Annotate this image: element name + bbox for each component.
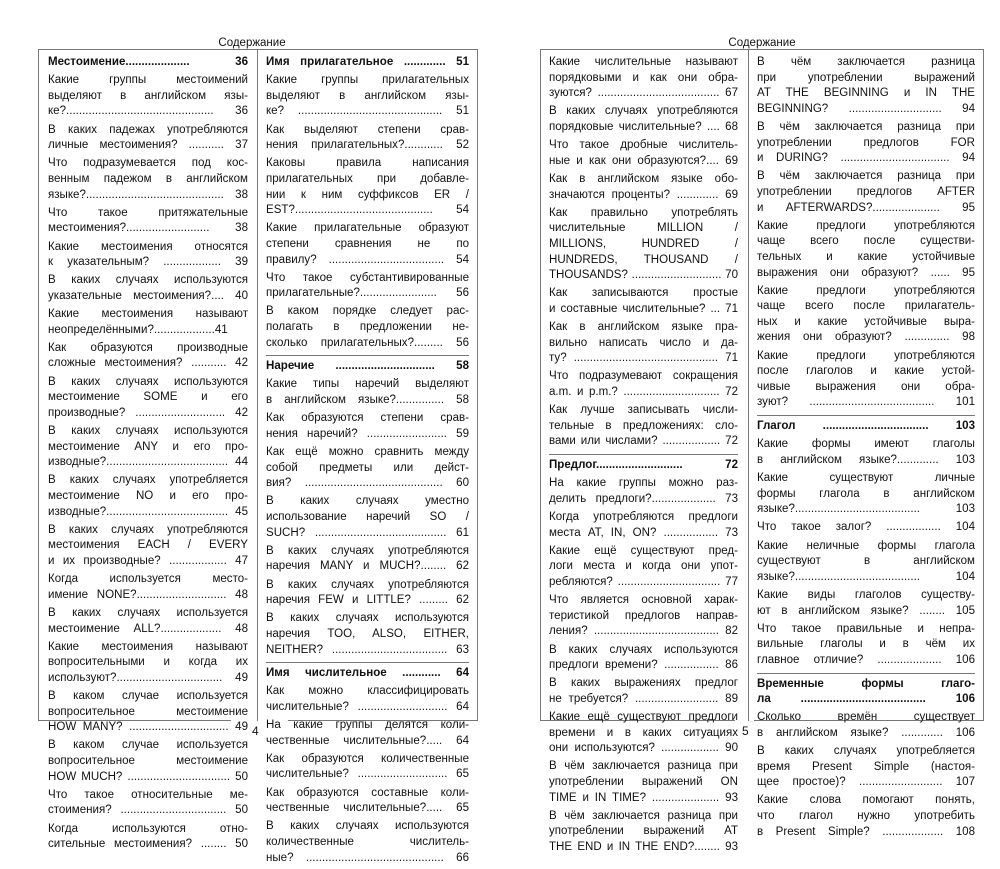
- toc-line: местоимение ANY и его про-: [48, 440, 248, 453]
- toc-line: языке?........................................... 38: [48, 188, 248, 201]
- toc-entry: [266, 377, 469, 408]
- toc-line: главное отличие? .................... 106: [757, 653, 975, 666]
- toc-line: в Present Simple? ................... 108: [757, 825, 975, 838]
- toc-line: чаще всего после прилагатель-: [757, 300, 975, 313]
- toc-entry: [757, 793, 975, 840]
- toc-line: В каких падежах употребляются: [48, 123, 248, 136]
- toc-line: вопросительное местоимение: [48, 755, 248, 768]
- toc-line: местоимение ALL?................... 48: [48, 622, 248, 635]
- toc-entry: [48, 606, 248, 637]
- toc-line: На какие группы делятся коли-: [266, 719, 469, 732]
- toc-line: Местоимение.................... 36: [48, 56, 248, 68]
- toc-line: AT THE BEGINNING и IN THE: [757, 87, 975, 100]
- toc-entry: [48, 424, 248, 471]
- toc-line: зуются? ...................................... 67: [549, 87, 738, 100]
- toc-entry: [48, 240, 248, 271]
- toc-line: употреблении выражений AT: [549, 825, 738, 838]
- toc-line: В каких случаях используются: [48, 274, 248, 287]
- toc-line: местоимения EACH / EVERY: [48, 539, 248, 552]
- toc-entry: [549, 476, 738, 507]
- toc-line: Какие типы наречий выделяют: [266, 378, 469, 391]
- toc-line: ных и какие устойчивые выра-: [757, 315, 975, 328]
- toc-entry: [48, 206, 248, 237]
- toc-line: зуют? ....................................... 101: [757, 396, 975, 409]
- toc-entry: [757, 120, 975, 167]
- toc-line: В каких случаях используются: [48, 375, 248, 388]
- toc-line: наречия FEW и LITTLE? ......... 62: [266, 594, 469, 607]
- toc-entry: [48, 307, 248, 338]
- toc-line: время Present Simple (настоя-: [757, 760, 975, 773]
- toc-entry: [48, 640, 248, 687]
- toc-entry: [266, 304, 469, 351]
- toc-line: тельные в предложениях: сло-: [549, 419, 738, 432]
- toc-line: Имя числительное ............ 64: [266, 667, 469, 680]
- toc-line: BEGINNING? ............................. 94: [757, 102, 975, 115]
- toc-line: Наречие ............................... 58: [266, 360, 469, 373]
- toc-entry: [757, 471, 975, 518]
- toc-line: времени и в каких ситуациях: [549, 726, 738, 739]
- toc-line: сколько прилагательных?......... 56: [266, 336, 469, 349]
- toc-line: Как образуются составные коли-: [266, 786, 469, 799]
- toc-line: местоимения?.......................... 38: [48, 222, 248, 235]
- toc-line: ные? ........................................... 66: [266, 851, 469, 864]
- toc-line: NEITHER? .................................... 63: [266, 643, 469, 656]
- toc-line: Какие предлоги употребляются: [757, 349, 975, 362]
- toc-line: Что подразумевают сокращения: [549, 370, 738, 383]
- toc-entry: [757, 622, 975, 669]
- toc-entry: [266, 611, 469, 658]
- toc-entry: [757, 710, 975, 741]
- toc-line: Как в английском языке пра-: [549, 321, 738, 334]
- toc-line: Что подразумевается под кос-: [48, 157, 248, 170]
- toc-entry: [266, 684, 469, 715]
- toc-column-2: [266, 55, 469, 869]
- toc-line: Как ещё можно сравнить между: [266, 446, 469, 458]
- page-number: 4: [252, 724, 259, 738]
- right-page: [522, 0, 1000, 853]
- toc-entry: [549, 544, 738, 591]
- toc-line: вопросительными и когда их: [48, 656, 248, 669]
- toc-section-heading: [266, 55, 469, 71]
- toc-line: наречия TOO, ALSO, EITHER,: [266, 627, 469, 640]
- toc-entry: [549, 369, 738, 400]
- toc-line: числительные? ............................ 64: [266, 700, 469, 713]
- toc-line: вопросительное местоимение: [48, 705, 248, 718]
- running-header: Содержание: [218, 37, 286, 49]
- toc-entry: [757, 219, 975, 281]
- toc-entry: [48, 738, 248, 785]
- toc-line: TIME и IN TIME? ..................... 93: [549, 791, 738, 804]
- toc-line: Когда употребляются предлоги: [549, 510, 738, 523]
- toc-entry: [266, 445, 469, 492]
- toc-line: наречия MANY и MUCH?........ 62: [266, 560, 469, 573]
- toc-entry: [549, 104, 738, 135]
- toc-line: Как в английском языке обо-: [549, 172, 738, 185]
- toc-entry: [266, 411, 469, 442]
- toc-line: полагать в предложении не-: [266, 321, 469, 334]
- toc-line: В каких случаях используется: [48, 606, 248, 619]
- toc-line: Какие местоимения относятся: [48, 240, 248, 253]
- toc-line: THE END и IN THE END?........ 93: [549, 841, 738, 853]
- toc-column-3: [549, 55, 738, 858]
- toc-line: В чём заключается разница при: [757, 170, 975, 183]
- toc-line: они используются? .................. 90: [549, 742, 738, 755]
- toc-line: Каковы правила написания: [266, 157, 469, 170]
- toc-line: стоимения? ................................. 50: [48, 804, 248, 817]
- toc-line: в английском языке? ............. 106: [757, 726, 975, 739]
- toc-line: после глаголов и какие устой-: [757, 365, 975, 378]
- toc-line: жения они образуют? .............. 98: [757, 331, 975, 344]
- toc-line: Имя прилагательное ............. 51: [266, 56, 469, 68]
- toc-entry: [549, 206, 738, 284]
- toc-line: Что такое залог? ................. 104: [757, 521, 975, 534]
- toc-entry: [48, 523, 248, 570]
- toc-line: ные и как они образуются?.... 69: [549, 154, 738, 167]
- toc-line: В каких выражениях предлог: [549, 677, 738, 690]
- toc-entry: [48, 123, 248, 154]
- toc-column-4: [757, 55, 975, 843]
- toc-entry: [549, 759, 738, 806]
- toc-line: чественные числительные?..... 65: [266, 802, 469, 815]
- toc-line: используют?................................. 49: [48, 671, 248, 684]
- toc-line: Временные формы глаго-: [757, 677, 975, 690]
- toc-line: SUCH? ......................................... 61: [266, 526, 469, 539]
- toc-line: В каких случаях используются: [266, 612, 469, 625]
- toc-line: неопределёнными?...................41: [48, 323, 228, 336]
- toc-entry: [266, 271, 469, 302]
- toc-entry: [48, 473, 248, 520]
- toc-line: вами или числами? .................. 72: [549, 435, 738, 448]
- toc-line: Какие местоимения называют: [48, 308, 248, 321]
- toc-line: количественные числитель-: [266, 836, 469, 848]
- toc-line: степени сравнения не по: [266, 237, 469, 250]
- toc-line: предлоги времени? ................. 86: [549, 659, 738, 672]
- toc-column-1: [48, 55, 248, 855]
- toc-line: Когда используются отно-: [48, 822, 248, 835]
- toc-entry: [48, 788, 248, 819]
- toc-line: вильные глаголы и в чём их: [757, 638, 975, 651]
- toc-line: изводные?...................................... 45: [48, 505, 248, 518]
- column-divider: [257, 49, 258, 721]
- toc-line: изводные?...................................... 44: [48, 456, 248, 469]
- toc-line: местоимение SOME и его: [48, 391, 248, 404]
- toc-entry: [757, 520, 975, 536]
- toc-line: В каких случаях употребляется: [757, 745, 975, 758]
- toc-line: вия? ........................................... 60: [266, 477, 469, 490]
- toc-entry: [48, 689, 248, 736]
- toc-line: не требуется? .......................... 89: [549, 692, 738, 705]
- toc-line: В каких случаях употребляются: [549, 105, 738, 118]
- toc-line: прилагательных при добавле-: [266, 172, 469, 185]
- toc-line: делить предлоги?.................... 73: [549, 492, 738, 505]
- toc-section-heading: [549, 454, 738, 474]
- toc-line: выражения они образуют? ...... 95: [757, 266, 975, 279]
- toc-line: Что такое дробные числитель-: [549, 139, 738, 152]
- toc-line: и AFTERWARDS?..................... 95: [757, 201, 975, 214]
- toc-line: нии к ним суффиксов ER /: [266, 188, 469, 201]
- toc-entry: [48, 572, 248, 603]
- toc-line: производные? ............................ 42: [48, 406, 248, 419]
- toc-entry: [48, 822, 248, 853]
- toc-line: собой предметы или дейст-: [266, 461, 469, 474]
- toc-entry: [549, 320, 738, 367]
- toc-entry: [757, 284, 975, 346]
- toc-line: в английском языке?............. 103: [757, 453, 975, 466]
- left-page: [12, 0, 492, 864]
- toc-line: В каких случаях употребляются: [266, 578, 469, 591]
- toc-line: имение NONE?............................ 48: [48, 588, 248, 601]
- toc-line: В чём заключается разница при: [549, 809, 738, 822]
- toc-entry: [266, 221, 469, 268]
- toc-entry: [266, 819, 469, 866]
- toc-line: В каком случае используется: [48, 739, 248, 752]
- toc-entry: [266, 494, 469, 541]
- toc-line: Как можно классифицировать: [266, 685, 469, 698]
- toc-entry: [266, 752, 469, 783]
- toc-line: сительные местоимения? ........ 50: [48, 838, 248, 851]
- toc-line: MILLIONS, HUNDRED /: [549, 237, 738, 250]
- toc-line: Как лучше записывать числи-: [549, 404, 738, 417]
- toc-line: Сколько времён существует: [757, 711, 975, 724]
- toc-entry: [549, 510, 738, 541]
- toc-line: ту? ............................................. 71: [549, 352, 738, 365]
- page-number: 5: [742, 724, 749, 738]
- toc-line: ребляются? ................................ 77: [549, 575, 738, 588]
- toc-entry: [757, 169, 975, 216]
- toc-line: В каких случаях уместно: [266, 495, 469, 508]
- toc-line: Какие слова помогают понять,: [757, 794, 975, 807]
- toc-line: Какие существуют личные: [757, 472, 975, 484]
- toc-section-heading: [266, 355, 469, 375]
- toc-entry: [549, 593, 738, 640]
- toc-line: В каких случаях употребляются: [266, 544, 469, 557]
- toc-line: ют в английском языке? ........ 105: [757, 604, 975, 617]
- toc-entry: [757, 437, 975, 468]
- toc-line: выделяют в английском язы-: [266, 89, 469, 102]
- toc-line: венным падежом в английском: [48, 172, 248, 185]
- toc-section-heading: [48, 55, 248, 71]
- toc-line: Какие виды глаголов существу-: [757, 588, 975, 601]
- toc-line: прилагательные?........................ 56: [266, 287, 469, 300]
- toc-line: Какие ещё существуют пред-: [549, 544, 738, 557]
- toc-line: вильно написать число и да-: [549, 336, 738, 349]
- toc-entry: [549, 55, 738, 102]
- toc-line: В каком случае используется: [48, 690, 248, 703]
- toc-line: нения наречий? ......................... 59: [266, 427, 469, 440]
- toc-line: выделяют в английском язы-: [48, 89, 248, 102]
- toc-section-heading: [757, 415, 975, 435]
- toc-line: В чём заключается разница при: [757, 120, 975, 133]
- toc-line: Какие прилагательные образуют: [266, 222, 469, 235]
- toc-line: Какие предлоги употребляются: [757, 284, 975, 297]
- toc-line: логи места и когда они упот-: [549, 560, 738, 573]
- toc-entry: [266, 786, 469, 817]
- toc-line: чивые выражения они обра-: [757, 380, 975, 393]
- toc-line: EST?........................................... 54: [266, 204, 469, 217]
- toc-line: В каких случаях используются: [549, 643, 738, 656]
- toc-line: Какие предлоги употребляются: [757, 219, 975, 232]
- toc-line: HOW MUCH? ................................ 50: [48, 770, 248, 783]
- toc-entry: [757, 588, 975, 619]
- toc-entry: [48, 375, 248, 422]
- toc-line: Как выделяют степени срав-: [266, 123, 469, 136]
- toc-line: нения прилагательных?............ 52: [266, 139, 469, 152]
- toc-line: что глагол нужно употребить: [757, 810, 975, 823]
- toc-line: теристикой предлогов направ-: [549, 609, 738, 622]
- toc-line: порядковые числительные? .... 68: [549, 120, 738, 133]
- toc-line: употреблении предлогов FOR: [757, 136, 975, 149]
- toc-line: при употреблении выражений: [757, 71, 975, 84]
- toc-line: Что такое притяжательные: [48, 206, 248, 219]
- toc-line: чественные числительные?..... 64: [266, 734, 469, 747]
- toc-line: употреблении выражений ON: [549, 776, 738, 789]
- toc-line: ления? ....................................... 82: [549, 625, 738, 638]
- toc-line: Какие группы прилагательных: [266, 74, 469, 87]
- column-divider: [748, 49, 749, 721]
- toc-line: тельных и какие устойчивые: [757, 250, 975, 263]
- toc-entry: [48, 73, 248, 120]
- toc-line: Как образуются степени срав-: [266, 412, 469, 425]
- toc-line: ла ....................................... 106: [757, 693, 975, 706]
- toc-line: Какие местоимения называют: [48, 640, 248, 653]
- toc-line: Глагол ................................. 103: [757, 420, 975, 433]
- toc-line: Когда используется место-: [48, 573, 248, 586]
- toc-entry: [757, 744, 975, 791]
- toc-entry: [549, 138, 738, 169]
- toc-line: Предлог........................... 72: [549, 459, 738, 471]
- toc-entry: [266, 718, 469, 749]
- toc-entry: [757, 55, 975, 117]
- toc-line: Какие неличные формы глагола: [757, 539, 975, 552]
- toc-line: и составные числительные? ... 71: [549, 302, 738, 315]
- toc-line: Что такое субстантивированные: [266, 271, 469, 284]
- toc-line: Какие группы местоимений: [48, 74, 248, 87]
- toc-line: к указательным? .................. 39: [48, 256, 248, 269]
- toc-section-heading: [266, 662, 469, 682]
- toc-entry: [757, 539, 975, 586]
- toc-line: правилу? .................................... 54: [266, 253, 469, 266]
- toc-entry: [549, 286, 738, 317]
- toc-line: HOW MANY? ............................... 49: [48, 721, 248, 734]
- toc-line: Как образуются производные: [48, 341, 248, 354]
- toc-line: В каких случаях употребляется: [48, 474, 248, 487]
- toc-line: ке?.............................................. 36: [48, 105, 248, 118]
- toc-line: На какие группы можно раз-: [549, 477, 738, 490]
- toc-line: В каком порядке следует рас-: [266, 305, 469, 318]
- toc-line: Что такое относительные ме-: [48, 788, 248, 801]
- toc-entry: [549, 676, 738, 707]
- toc-entry: [549, 643, 738, 674]
- toc-line: местоимение NO и его про-: [48, 489, 248, 502]
- toc-line: языке?....................................... 104: [757, 570, 975, 583]
- toc-line: употреблении предлогов AFTER: [757, 185, 975, 198]
- toc-line: порядковыми и как они обра-: [549, 71, 738, 84]
- toc-entry: [48, 156, 248, 203]
- toc-line: языке?....................................... 103: [757, 503, 975, 516]
- toc-line: В каких случаях используются: [48, 425, 248, 437]
- toc-line: личные местоимения? ........... 37: [48, 139, 248, 152]
- toc-line: места AT, IN, ON? ................. 73: [549, 526, 738, 539]
- toc-line: В каких случаях употребляются: [48, 523, 248, 536]
- toc-line: В каких случаях используются: [266, 820, 469, 833]
- toc-entry: [549, 172, 738, 203]
- toc-line: ке? ............................................. 51: [266, 105, 469, 118]
- toc-line: указательные местоимения?.... 40: [48, 289, 248, 302]
- toc-line: числительные MILLION /: [549, 222, 738, 235]
- toc-line: и DURING? .................................. 94: [757, 152, 975, 165]
- toc-line: Какие ещё существуют предлоги: [549, 711, 738, 724]
- toc-line: существуют в английском: [757, 555, 975, 568]
- toc-entry: [549, 809, 738, 856]
- toc-line: THOUSANDS? ............................ 70: [549, 269, 738, 282]
- toc-line: значаются проценты? ............. 69: [549, 188, 738, 201]
- toc-entry: [48, 341, 248, 372]
- toc-line: Как образуются количественные: [266, 752, 469, 765]
- toc-line: щее простое)? .......................... 107: [757, 776, 975, 789]
- toc-line: HUNDREDS, THOUSAND /: [549, 253, 738, 266]
- toc-line: числительные? ............................ 65: [266, 768, 469, 781]
- toc-line: В чём заключается разница при: [549, 760, 738, 773]
- toc-entry: [757, 349, 975, 411]
- toc-line: Как записываются простые: [549, 287, 738, 300]
- toc-entry: [266, 73, 469, 120]
- toc-line: и их производные? .................. 47: [48, 554, 248, 567]
- toc-line: В чём заключается разница: [757, 56, 975, 68]
- toc-entry: [266, 578, 469, 609]
- toc-line: Как правильно употреблять: [549, 206, 738, 219]
- toc-entry: [549, 403, 738, 450]
- toc-line: чаще всего после существи-: [757, 235, 975, 248]
- toc-entry: [266, 544, 469, 575]
- toc-line: Что такое правильные и непра-: [757, 622, 975, 635]
- toc-entry: [266, 123, 469, 154]
- toc-line: формы глагола в английском: [757, 487, 975, 500]
- toc-entry: [549, 710, 738, 757]
- toc-line: a.m. и p.m.? .............................. 72: [549, 386, 738, 399]
- toc-line: Какие числительные называют: [549, 56, 738, 68]
- running-header: Содержание: [728, 37, 796, 49]
- toc-entry: [48, 273, 248, 304]
- toc-line: использование наречий SO /: [266, 510, 469, 523]
- toc-line: в английском языке?............... 58: [266, 394, 469, 407]
- toc-section-heading: [757, 673, 975, 708]
- toc-line: сложные местоимения? ........... 42: [48, 357, 248, 370]
- toc-entry: [266, 156, 469, 218]
- toc-line: Какие формы имеют глаголы: [757, 438, 975, 451]
- toc-line: Что является основной харак-: [549, 594, 738, 607]
